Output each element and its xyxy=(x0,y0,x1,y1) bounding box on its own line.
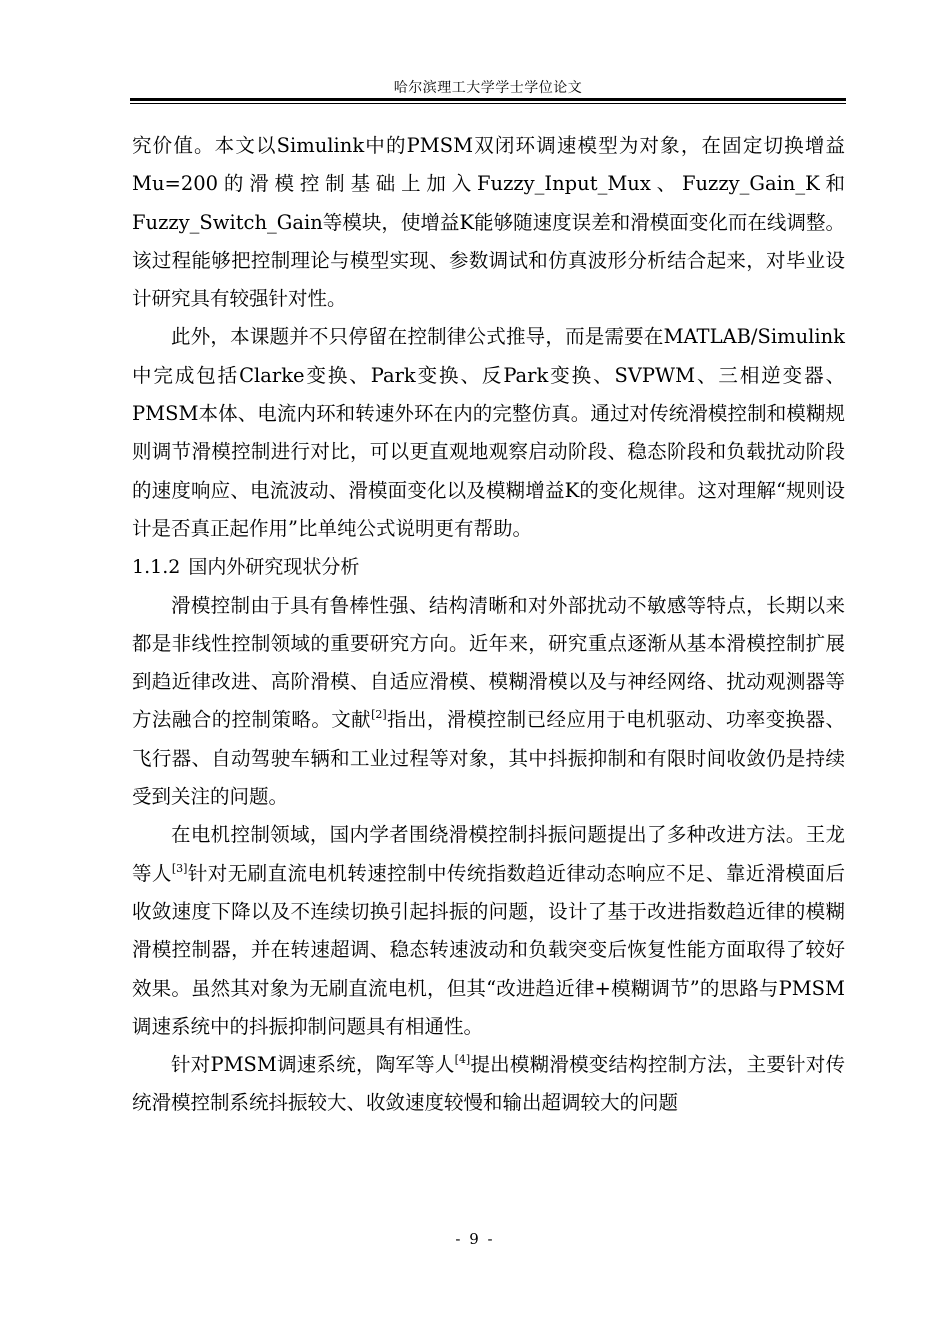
header-rule-thick xyxy=(130,98,846,101)
paragraph-text: 针对PMSM调速系统，陶军等人 xyxy=(171,1053,455,1077)
paragraph-text: 针对无刷直流电机转速控制中传统指数趋近律动态响应不足、靠近滑模面后收敛速度下降以及不连续切换引起抖振的问题，设计了基于改进指数趋近律的模糊滑模控制器，并在转速超调、稳态转速波动和负载突变后恢复性能方面取得了较好效果。虽然其对象为无刷直流电机，但其“改进趋近律+模糊调节”的思路与PMSM调速系统中的抖振抑制问题具有相通性。 xyxy=(132,861,845,1038)
page-body xyxy=(132,127,845,1123)
header-rule-thin xyxy=(130,103,846,104)
section-heading xyxy=(132,548,845,586)
paragraph-text: 在电机控制领域，国内学者围绕滑模控制抖振问题提出了多种改进方法。王龙等人 xyxy=(132,823,845,885)
running-header: 哈尔滨理工大学学士学位论文 xyxy=(393,80,583,96)
paragraph xyxy=(132,816,845,1046)
section-title: 国内外研究现状分析 xyxy=(188,556,360,579)
section-number: 1.1.2 xyxy=(132,556,181,579)
citation-ref: [4] xyxy=(454,1053,471,1067)
page-number: - 9 - xyxy=(455,1230,495,1248)
paragraph-text: 指出，滑模控制已经应用于电机驱动、功率变换器、飞行器、自动驾驶车辆和工业过程等对象，其中抖振抑制和有限时间收敛仍是持续受到关注的问题。 xyxy=(132,708,845,809)
paragraph-text: 提出模糊滑模变结构控制方法，主要针对传统滑模控制系统抖振较大、收敛速度较慢和输出超调较大的问题 xyxy=(132,1053,845,1115)
paragraph-text: 滑模控制由于具有鲁棒性强、结构清晰和对外部扰动不敏感等特点，长期以来都是非线性控制领域的重要研究方向。近年来，研究重点逐渐从基本滑模控制扩展到趋近律改进、高阶滑模、自适应滑模、模糊滑模以及与神经网络、扰动观测器等方法融合的控制策略。文献 xyxy=(132,593,845,732)
paragraph-continued: 究价值。本文以Simulink中的PMSM双闭环调速模型为对象，在固定切换增益Mu=200的滑模控制基础上加入Fuzzy_Input_Mux、Fuzzy_Gain_K和Fuzzy_Switch_Gain等模块，使增益K能够随速度误差和滑模面变化而在线调整。该过程能够把控制理论与模型实现、参数调试和仿真波形分析结合起来，对毕业设计研究具有较强针对性。 xyxy=(132,134,845,311)
citation-ref: [2] xyxy=(371,708,387,722)
paragraph xyxy=(132,587,845,817)
citation-ref: [3] xyxy=(171,861,188,875)
paragraph: 此外，本课题并不只停留在控制律公式推导，而是需要在MATLAB/Simulink中完成包括Clarke变换、Park变换、反Park变换、SVPWM、三相逆变器、PMSM本体、电流内环和转速外环在内的完整仿真。通过对传统滑模控制和模糊规则调节滑模控制进行对比，可以更直观地观察启动阶段、稳态阶段和负载扰动阶段的速度响应、电流波动、滑模面变化以及模糊增益K的变化规律。这对理解“规则设计是否真正起作用”比单纯公式说明更有帮助。 xyxy=(132,325,845,540)
paragraph xyxy=(132,1046,845,1123)
